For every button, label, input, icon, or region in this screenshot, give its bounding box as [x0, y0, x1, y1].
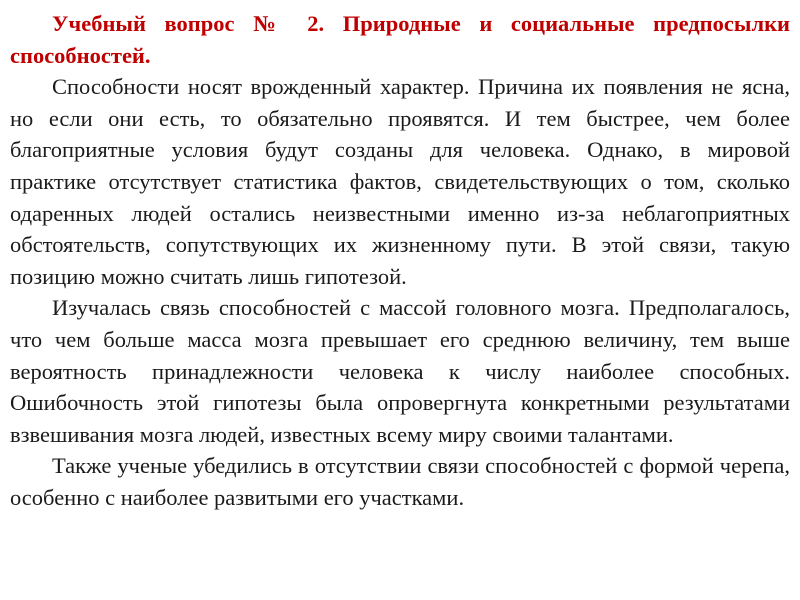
paragraph-skull-shape: Также ученые убедились в отсутствии связи способностей с формой черепа, особенно с наиболее развитыми его участками. — [10, 453, 790, 510]
paragraph-brain-mass: Изучалась связь способностей с массой головного мозга. Предполагалось, что чем больше масса мозга превышает его среднюю величину, тем выше вероятность принадлежности человека к числу наиболее способных. Ошибочность этой гипотезы была опровергнута конкретными результатами взвешивания мозга людей, известных всему миру своими талантами. — [10, 295, 790, 447]
slide-content — [10, 8, 790, 514]
slide-heading: Учебный вопрос № 2. Природные и социальные предпосылки способностей. — [10, 11, 790, 68]
paragraph-innate-abilities: Способности носят врожденный характер. Причина их появления не ясна, но если они есть, то обязательно проявятся. И тем быстрее, чем более благоприятные условия будут созданы для человека. Однако, в мировой практике отсутствует статистика фактов, свидетельствующих о том, сколько одаренных людей остались неизвестными именно из-за неблагоприятных обстоятельств, сопутствующих их жизненному пути. В этой связи, такую позицию можно считать лишь гипотезой. — [10, 74, 790, 289]
